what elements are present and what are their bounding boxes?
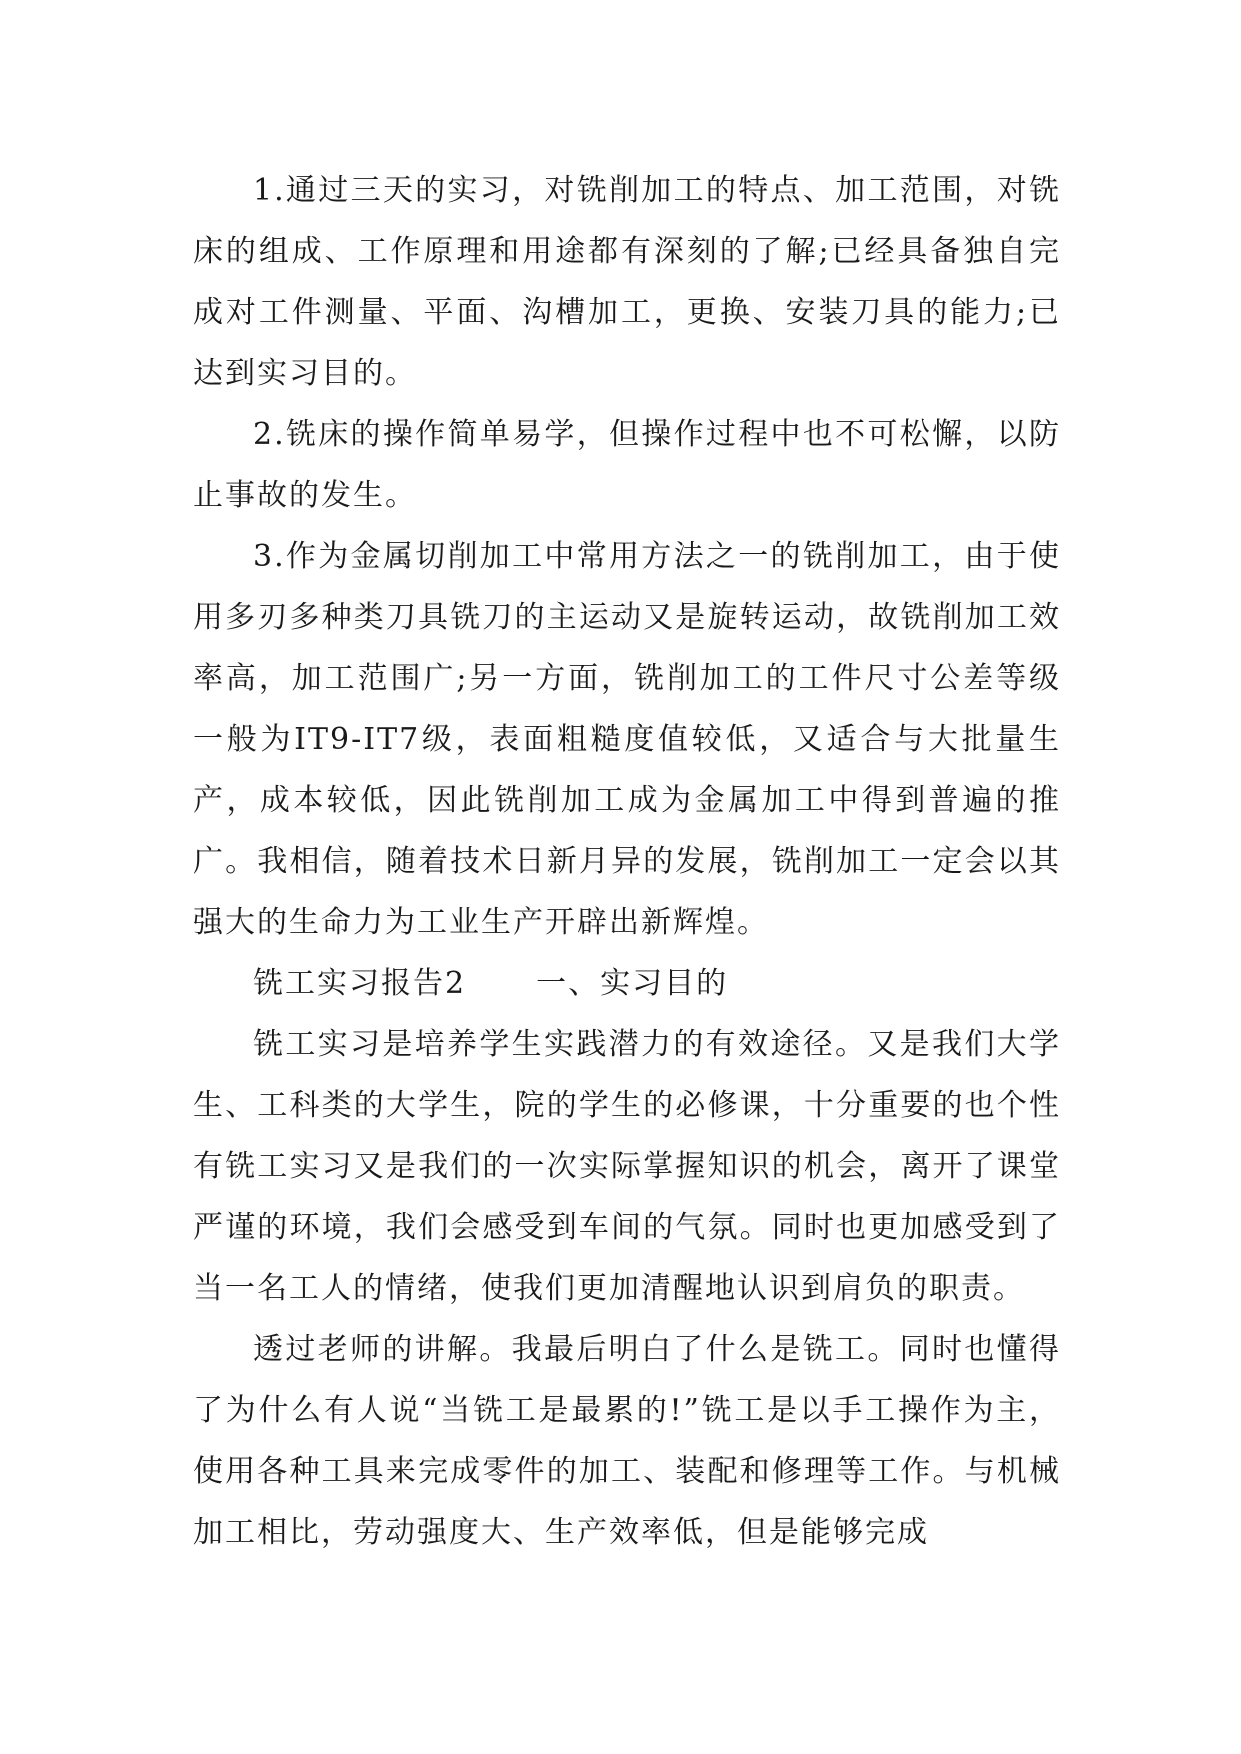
paragraph-purpose: 铣工实习是培养学生实践潜力的有效途径。又是我们大学生、工科类的大学生，院的学生的必修课，十分重要的也个性有铣工实习又是我们的一次实际掌握知识的机会，离开了课堂严谨的环境，我们会感受到车间的气氛。同时也更加感受到了当一名工人的情绪，使我们更加清醒地认识到肩负的职责。	[193, 1027, 1061, 1306]
document-body	[193, 160, 1061, 1563]
paragraph-summary-1: 1.通过三天的实习，对铣削加工的特点、加工范围，对铣床的组成、工作原理和用途都有深刻的了解;已经具备独自完成对工件测量、平面、沟槽加工，更换、安装刀具的能力;已达到实习目的。	[193, 173, 1061, 391]
paragraph-summary-2: 2.铣床的操作简单易学，但操作过程中也不可松懈，以防止事故的发生。	[193, 417, 1061, 513]
report-title: 铣工实习报告2	[253, 966, 467, 1001]
section-heading: 一、实习目的	[536, 966, 729, 1001]
paragraph-summary-3: 3.作为金属切削加工中常用方法之一的铣削加工，由于使用多刃多种类刀具铣刀的主运动又是旋转运动，故铣削加工效率高，加工范围广;另一方面，铣削加工的工件尺寸公差等级一般为IT9-IT7级，表面粗糙度值较低，又适合与大批量生产，成本较低，因此铣削加工成为金属加工中得到普遍的推广。我相信，随着技术日新月异的发展，铣削加工一定会以其强大的生命力为工业生产开辟出新辉煌。	[193, 539, 1061, 940]
report-heading-line	[193, 953, 1061, 1014]
paragraph-teacher-explanation: 透过老师的讲解。我最后明白了什么是铣工。同时也懂得了为什么有人说“当铣工是最累的!”铣工是以手工操作为主，使用各种工具来完成零件的加工、装配和修理等工作。与机械加工相比，劳动强度大、生产效率低，但是能够完成	[193, 1332, 1061, 1550]
